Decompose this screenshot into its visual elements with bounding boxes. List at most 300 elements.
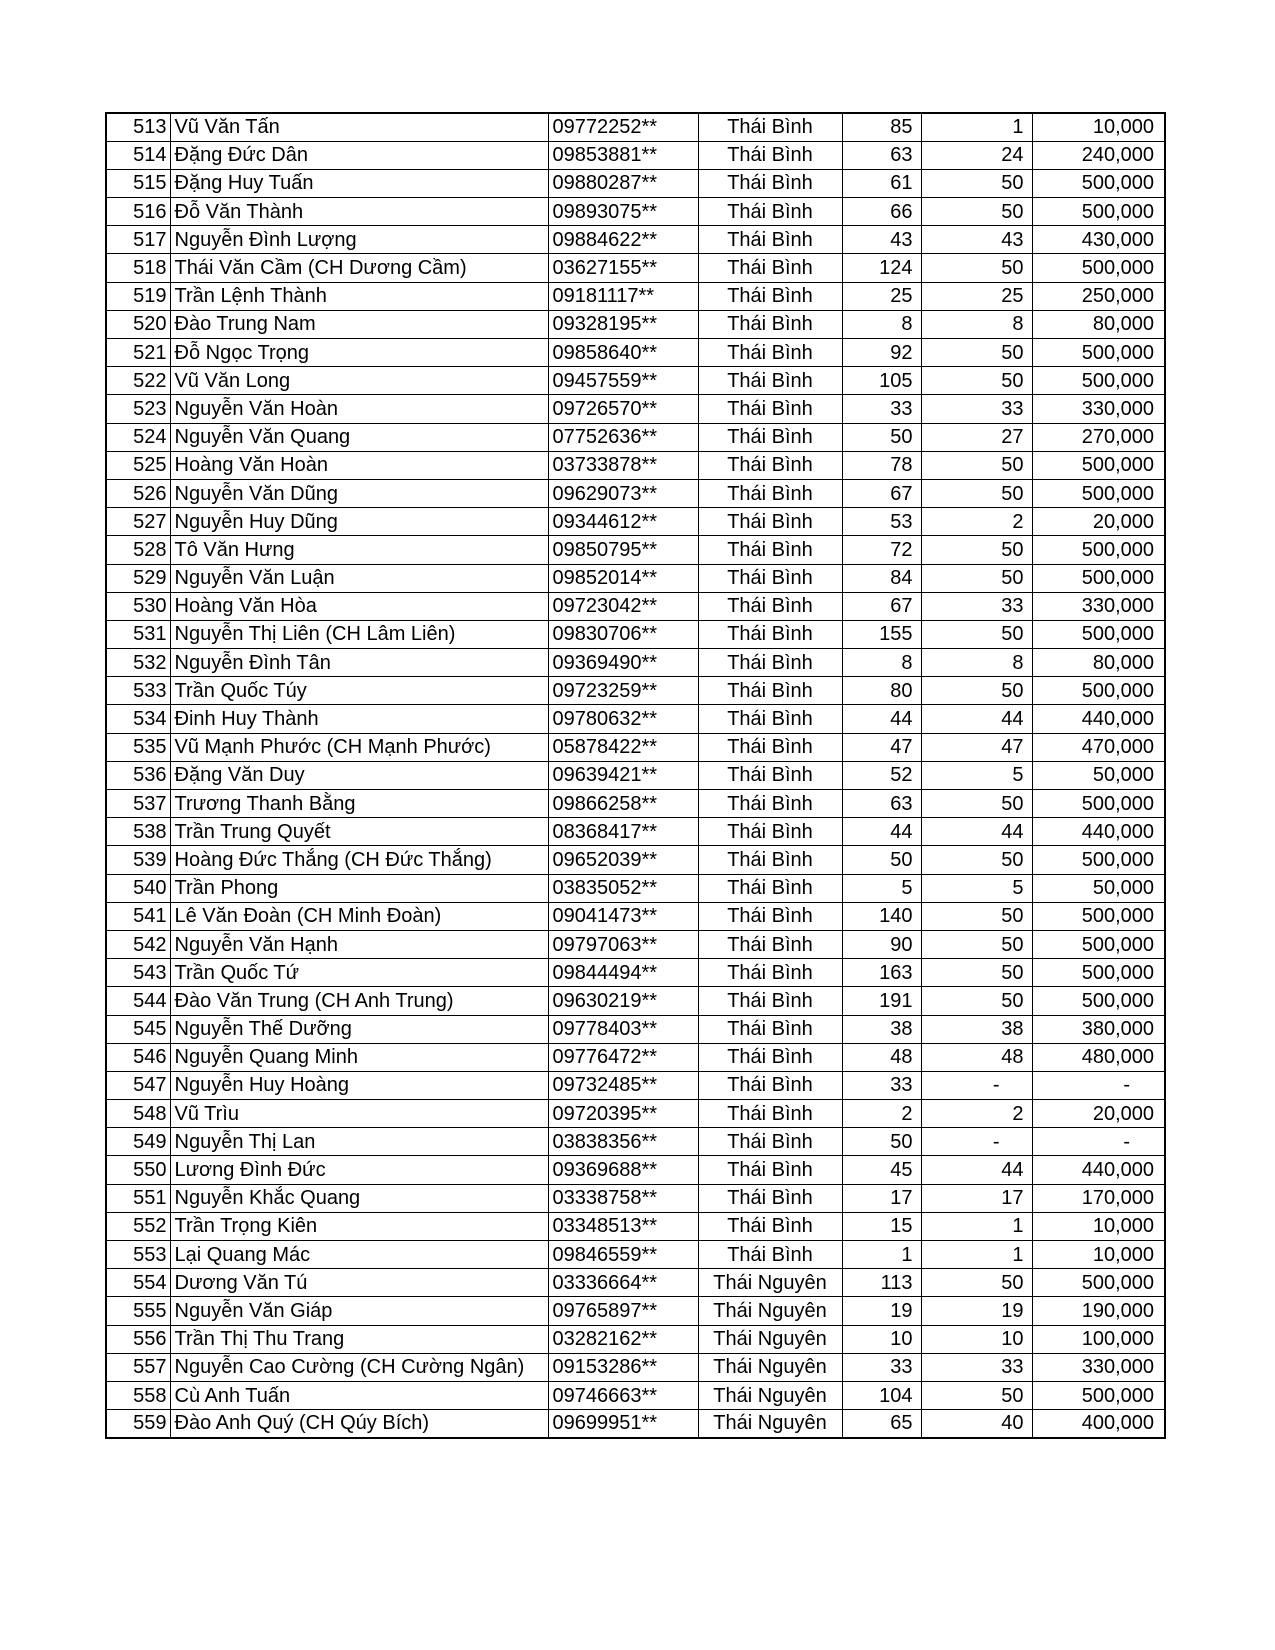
- table-row: [106, 677, 1165, 705]
- quantity-cell: 10: [842, 1325, 921, 1353]
- province-cell: Thái Bình: [698, 705, 842, 733]
- amount-cell: 500,000: [1032, 930, 1165, 958]
- awarded-quantity-cell: 50: [921, 564, 1032, 592]
- phone-number-cell: 09830706**: [548, 620, 698, 648]
- quantity-cell: 78: [842, 451, 921, 479]
- phone-number-cell: 09778403**: [548, 1015, 698, 1043]
- phone-number-cell: 07752636**: [548, 423, 698, 451]
- table-row: [106, 1071, 1165, 1099]
- awarded-quantity-cell: 2: [921, 508, 1032, 536]
- quantity-cell: 44: [842, 705, 921, 733]
- awarded-quantity-cell: 50: [921, 677, 1032, 705]
- phone-number-cell: 09344612**: [548, 508, 698, 536]
- table-row: [106, 1381, 1165, 1409]
- phone-number-cell: 09884622**: [548, 226, 698, 254]
- amount-cell: 20,000: [1032, 508, 1165, 536]
- customer-name-cell: Nguyễn Thị Liên (CH Lâm Liên): [170, 620, 548, 648]
- customer-name-cell: Lương Đình Đức: [170, 1156, 548, 1184]
- quantity-cell: 43: [842, 226, 921, 254]
- row-number-cell: 538: [106, 818, 170, 846]
- table-row: [106, 169, 1165, 197]
- amount-cell: 440,000: [1032, 705, 1165, 733]
- row-number-cell: 523: [106, 395, 170, 423]
- winners-table: [105, 112, 1166, 1439]
- quantity-cell: 113: [842, 1269, 921, 1297]
- amount-cell: 440,000: [1032, 1156, 1165, 1184]
- customer-name-cell: Hoàng Văn Hoàn: [170, 451, 548, 479]
- awarded-quantity-cell: 24: [921, 141, 1032, 169]
- customer-name-cell: Đỗ Văn Thành: [170, 198, 548, 226]
- row-number-cell: 517: [106, 226, 170, 254]
- row-number-cell: 552: [106, 1212, 170, 1240]
- table-row: [106, 959, 1165, 987]
- quantity-cell: 33: [842, 1353, 921, 1381]
- customer-name-cell: Nguyễn Văn Dũng: [170, 479, 548, 507]
- row-number-cell: 518: [106, 254, 170, 282]
- table-row: [106, 1353, 1165, 1381]
- phone-number-cell: 09765897**: [548, 1297, 698, 1325]
- phone-number-cell: 09726570**: [548, 395, 698, 423]
- amount-cell: 500,000: [1032, 987, 1165, 1015]
- awarded-quantity-cell: 50: [921, 1381, 1032, 1409]
- amount-cell: 500,000: [1032, 620, 1165, 648]
- customer-name-cell: Vũ Văn Long: [170, 367, 548, 395]
- phone-number-cell: 03838356**: [548, 1128, 698, 1156]
- customer-name-cell: Dương Văn Tú: [170, 1269, 548, 1297]
- quantity-cell: 5: [842, 874, 921, 902]
- awarded-quantity-cell: 50: [921, 536, 1032, 564]
- awarded-quantity-cell: 50: [921, 790, 1032, 818]
- province-cell: Thái Bình: [698, 874, 842, 902]
- row-number-cell: 522: [106, 367, 170, 395]
- row-number-cell: 555: [106, 1297, 170, 1325]
- province-cell: Thái Bình: [698, 1156, 842, 1184]
- row-number-cell: 519: [106, 282, 170, 310]
- row-number-cell: 535: [106, 733, 170, 761]
- amount-cell: 400,000: [1032, 1410, 1165, 1438]
- row-number-cell: 556: [106, 1325, 170, 1353]
- customer-name-cell: Nguyễn Văn Quang: [170, 423, 548, 451]
- awarded-quantity-cell: 33: [921, 592, 1032, 620]
- province-cell: Thái Bình: [698, 1241, 842, 1269]
- quantity-cell: 33: [842, 1071, 921, 1099]
- customer-name-cell: Nguyễn Văn Luận: [170, 564, 548, 592]
- awarded-quantity-cell: 8: [921, 649, 1032, 677]
- customer-name-cell: Nguyễn Thế Dưỡng: [170, 1015, 548, 1043]
- row-number-cell: 542: [106, 930, 170, 958]
- amount-cell: 500,000: [1032, 339, 1165, 367]
- amount-cell: 500,000: [1032, 1269, 1165, 1297]
- amount-cell: 470,000: [1032, 733, 1165, 761]
- customer-name-cell: Thái Văn Cầm (CH Dương Cầm): [170, 254, 548, 282]
- table-row: [106, 282, 1165, 310]
- awarded-quantity-cell: 43: [921, 226, 1032, 254]
- awarded-quantity-cell: 5: [921, 874, 1032, 902]
- awarded-quantity-cell: 8: [921, 310, 1032, 338]
- phone-number-cell: 03348513**: [548, 1212, 698, 1240]
- amount-cell: 500,000: [1032, 902, 1165, 930]
- awarded-quantity-cell: 33: [921, 1353, 1032, 1381]
- phone-number-cell: 09153286**: [548, 1353, 698, 1381]
- awarded-quantity-cell: 33: [921, 395, 1032, 423]
- customer-name-cell: Trần Quốc Tứ: [170, 959, 548, 987]
- phone-number-cell: 09630219**: [548, 987, 698, 1015]
- province-cell: Thái Bình: [698, 367, 842, 395]
- table-row: [106, 987, 1165, 1015]
- table-row: [106, 1043, 1165, 1071]
- awarded-quantity-cell: 40: [921, 1410, 1032, 1438]
- table-row: [106, 790, 1165, 818]
- quantity-cell: 85: [842, 113, 921, 141]
- quantity-cell: 67: [842, 479, 921, 507]
- table-row: [106, 620, 1165, 648]
- customer-name-cell: Nguyễn Thị Lan: [170, 1128, 548, 1156]
- quantity-cell: 44: [842, 818, 921, 846]
- awarded-quantity-cell: 50: [921, 902, 1032, 930]
- row-number-cell: 527: [106, 508, 170, 536]
- amount-cell: 330,000: [1032, 592, 1165, 620]
- customer-name-cell: Đặng Đức Dân: [170, 141, 548, 169]
- row-number-cell: 543: [106, 959, 170, 987]
- row-number-cell: 521: [106, 339, 170, 367]
- row-number-cell: 533: [106, 677, 170, 705]
- row-number-cell: 549: [106, 1128, 170, 1156]
- row-number-cell: 514: [106, 141, 170, 169]
- row-number-cell: 537: [106, 790, 170, 818]
- table-row: [106, 254, 1165, 282]
- phone-number-cell: 03733878**: [548, 451, 698, 479]
- amount-cell: 20,000: [1032, 1100, 1165, 1128]
- amount-cell: 500,000: [1032, 254, 1165, 282]
- quantity-cell: 1: [842, 1241, 921, 1269]
- quantity-cell: 17: [842, 1184, 921, 1212]
- phone-number-cell: 03338758**: [548, 1184, 698, 1212]
- province-cell: Thái Bình: [698, 620, 842, 648]
- amount-cell: 500,000: [1032, 198, 1165, 226]
- table-row: [106, 930, 1165, 958]
- table-row: [106, 733, 1165, 761]
- awarded-quantity-cell: 44: [921, 705, 1032, 733]
- province-cell: Thái Bình: [698, 169, 842, 197]
- customer-name-cell: Trần Trọng Kiên: [170, 1212, 548, 1240]
- phone-number-cell: 09181117**: [548, 282, 698, 310]
- phone-number-cell: 09699951**: [548, 1410, 698, 1438]
- customer-name-cell: Nguyễn Huy Dũng: [170, 508, 548, 536]
- amount-cell: 330,000: [1032, 395, 1165, 423]
- quantity-cell: 124: [842, 254, 921, 282]
- table-row: [106, 1128, 1165, 1156]
- province-cell: Thái Bình: [698, 479, 842, 507]
- customer-name-cell: Lại Quang Mác: [170, 1241, 548, 1269]
- table-row: [106, 198, 1165, 226]
- phone-number-cell: 09846559**: [548, 1241, 698, 1269]
- phone-number-cell: 09041473**: [548, 902, 698, 930]
- awarded-quantity-cell: 50: [921, 169, 1032, 197]
- row-number-cell: 526: [106, 479, 170, 507]
- row-number-cell: 515: [106, 169, 170, 197]
- amount-cell: 190,000: [1032, 1297, 1165, 1325]
- awarded-quantity-cell: 5: [921, 761, 1032, 789]
- province-cell: Thái Bình: [698, 1100, 842, 1128]
- quantity-cell: 92: [842, 339, 921, 367]
- phone-number-cell: 09746663**: [548, 1381, 698, 1409]
- row-number-cell: 540: [106, 874, 170, 902]
- awarded-quantity-cell: 50: [921, 198, 1032, 226]
- awarded-quantity-cell: 50: [921, 451, 1032, 479]
- customer-name-cell: Nguyễn Quang Minh: [170, 1043, 548, 1071]
- province-cell: Thái Bình: [698, 959, 842, 987]
- awarded-quantity-cell: -: [921, 1128, 1032, 1156]
- table-row: [106, 1184, 1165, 1212]
- province-cell: Thái Nguyên: [698, 1381, 842, 1409]
- customer-name-cell: Nguyễn Văn Giáp: [170, 1297, 548, 1325]
- awarded-quantity-cell: 50: [921, 479, 1032, 507]
- awarded-quantity-cell: 50: [921, 620, 1032, 648]
- table-row: [106, 1241, 1165, 1269]
- phone-number-cell: 03282162**: [548, 1325, 698, 1353]
- province-cell: Thái Bình: [698, 451, 842, 479]
- awarded-quantity-cell: 50: [921, 254, 1032, 282]
- phone-number-cell: 09866258**: [548, 790, 698, 818]
- table-row: [106, 536, 1165, 564]
- quantity-cell: 65: [842, 1410, 921, 1438]
- table-row: [106, 226, 1165, 254]
- quantity-cell: 84: [842, 564, 921, 592]
- province-cell: Thái Bình: [698, 649, 842, 677]
- row-number-cell: 516: [106, 198, 170, 226]
- customer-name-cell: Nguyễn Văn Hoàn: [170, 395, 548, 423]
- phone-number-cell: 09328195**: [548, 310, 698, 338]
- province-cell: Thái Bình: [698, 113, 842, 141]
- row-number-cell: 554: [106, 1269, 170, 1297]
- table-row: [106, 846, 1165, 874]
- awarded-quantity-cell: 27: [921, 423, 1032, 451]
- amount-cell: 50,000: [1032, 761, 1165, 789]
- row-number-cell: 553: [106, 1241, 170, 1269]
- phone-number-cell: 05878422**: [548, 733, 698, 761]
- amount-cell: 500,000: [1032, 959, 1165, 987]
- row-number-cell: 545: [106, 1015, 170, 1043]
- amount-cell: 500,000: [1032, 677, 1165, 705]
- quantity-cell: 63: [842, 141, 921, 169]
- phone-number-cell: 09850795**: [548, 536, 698, 564]
- row-number-cell: 559: [106, 1410, 170, 1438]
- phone-number-cell: 09369688**: [548, 1156, 698, 1184]
- phone-number-cell: 09369490**: [548, 649, 698, 677]
- customer-name-cell: Nguyễn Đình Tân: [170, 649, 548, 677]
- awarded-quantity-cell: 50: [921, 846, 1032, 874]
- customer-name-cell: Hoàng Văn Hòa: [170, 592, 548, 620]
- awarded-quantity-cell: 1: [921, 1212, 1032, 1240]
- amount-cell: 480,000: [1032, 1043, 1165, 1071]
- awarded-quantity-cell: 25: [921, 282, 1032, 310]
- quantity-cell: 67: [842, 592, 921, 620]
- customer-name-cell: Nguyễn Đình Lượng: [170, 226, 548, 254]
- quantity-cell: 105: [842, 367, 921, 395]
- table-row: [106, 564, 1165, 592]
- province-cell: Thái Bình: [698, 254, 842, 282]
- awarded-quantity-cell: -: [921, 1071, 1032, 1099]
- amount-cell: 500,000: [1032, 479, 1165, 507]
- row-number-cell: 557: [106, 1353, 170, 1381]
- quantity-cell: 140: [842, 902, 921, 930]
- table-row: [106, 761, 1165, 789]
- customer-name-cell: Đỗ Ngọc Trọng: [170, 339, 548, 367]
- awarded-quantity-cell: 10: [921, 1325, 1032, 1353]
- quantity-cell: 25: [842, 282, 921, 310]
- row-number-cell: 550: [106, 1156, 170, 1184]
- province-cell: Thái Bình: [698, 226, 842, 254]
- table-row: [106, 479, 1165, 507]
- phone-number-cell: 09652039**: [548, 846, 698, 874]
- phone-number-cell: 08368417**: [548, 818, 698, 846]
- phone-number-cell: 09780632**: [548, 705, 698, 733]
- awarded-quantity-cell: 50: [921, 959, 1032, 987]
- quantity-cell: 45: [842, 1156, 921, 1184]
- amount-cell: 500,000: [1032, 169, 1165, 197]
- row-number-cell: 547: [106, 1071, 170, 1099]
- amount-cell: 380,000: [1032, 1015, 1165, 1043]
- quantity-cell: 72: [842, 536, 921, 564]
- quantity-cell: 50: [842, 1128, 921, 1156]
- province-cell: Thái Bình: [698, 733, 842, 761]
- province-cell: Thái Bình: [698, 508, 842, 536]
- amount-cell: 10,000: [1032, 1241, 1165, 1269]
- phone-number-cell: 09858640**: [548, 339, 698, 367]
- phone-number-cell: 09457559**: [548, 367, 698, 395]
- customer-name-cell: Cù Anh Tuấn: [170, 1381, 548, 1409]
- phone-number-cell: 09629073**: [548, 479, 698, 507]
- customer-name-cell: Đặng Văn Duy: [170, 761, 548, 789]
- customer-name-cell: Vũ Trìu: [170, 1100, 548, 1128]
- province-cell: Thái Bình: [698, 339, 842, 367]
- amount-cell: 10,000: [1032, 1212, 1165, 1240]
- province-cell: Thái Bình: [698, 423, 842, 451]
- phone-number-cell: 09772252**: [548, 113, 698, 141]
- row-number-cell: 551: [106, 1184, 170, 1212]
- amount-cell: 80,000: [1032, 649, 1165, 677]
- table-row: [106, 508, 1165, 536]
- phone-number-cell: 09776472**: [548, 1043, 698, 1071]
- province-cell: Thái Bình: [698, 198, 842, 226]
- customer-name-cell: Nguyễn Văn Hạnh: [170, 930, 548, 958]
- customer-name-cell: Vũ Mạnh Phước (CH Mạnh Phước): [170, 733, 548, 761]
- amount-cell: 430,000: [1032, 226, 1165, 254]
- amount-cell: 500,000: [1032, 1381, 1165, 1409]
- customer-name-cell: Hoàng Đức Thắng (CH Đức Thắng): [170, 846, 548, 874]
- awarded-quantity-cell: 44: [921, 818, 1032, 846]
- quantity-cell: 53: [842, 508, 921, 536]
- quantity-cell: 47: [842, 733, 921, 761]
- province-cell: Thái Nguyên: [698, 1269, 842, 1297]
- phone-number-cell: 09639421**: [548, 761, 698, 789]
- customer-name-cell: Trần Trung Quyết: [170, 818, 548, 846]
- awarded-quantity-cell: 50: [921, 339, 1032, 367]
- province-cell: Thái Bình: [698, 987, 842, 1015]
- awarded-quantity-cell: 48: [921, 1043, 1032, 1071]
- row-number-cell: 544: [106, 987, 170, 1015]
- province-cell: Thái Bình: [698, 592, 842, 620]
- awarded-quantity-cell: 47: [921, 733, 1032, 761]
- quantity-cell: 155: [842, 620, 921, 648]
- row-number-cell: 524: [106, 423, 170, 451]
- phone-number-cell: 09880287**: [548, 169, 698, 197]
- awarded-quantity-cell: 2: [921, 1100, 1032, 1128]
- row-number-cell: 536: [106, 761, 170, 789]
- awarded-quantity-cell: 50: [921, 987, 1032, 1015]
- amount-cell: 500,000: [1032, 846, 1165, 874]
- customer-name-cell: Nguyễn Khắc Quang: [170, 1184, 548, 1212]
- quantity-cell: 50: [842, 423, 921, 451]
- amount-cell: 500,000: [1032, 536, 1165, 564]
- province-cell: Thái Nguyên: [698, 1325, 842, 1353]
- quantity-cell: 61: [842, 169, 921, 197]
- quantity-cell: 80: [842, 677, 921, 705]
- customer-name-cell: Đào Văn Trung (CH Anh Trung): [170, 987, 548, 1015]
- phone-number-cell: 09720395**: [548, 1100, 698, 1128]
- quantity-cell: 48: [842, 1043, 921, 1071]
- quantity-cell: 63: [842, 790, 921, 818]
- quantity-cell: 66: [842, 198, 921, 226]
- amount-cell: 500,000: [1032, 367, 1165, 395]
- province-cell: Thái Bình: [698, 1184, 842, 1212]
- row-number-cell: 525: [106, 451, 170, 479]
- customer-name-cell: Trần Phong: [170, 874, 548, 902]
- province-cell: Thái Bình: [698, 1043, 842, 1071]
- quantity-cell: 50: [842, 846, 921, 874]
- phone-number-cell: 03835052**: [548, 874, 698, 902]
- table-row: [106, 1100, 1165, 1128]
- table-row: [106, 1297, 1165, 1325]
- amount-cell: -: [1032, 1071, 1165, 1099]
- phone-number-cell: 03627155**: [548, 254, 698, 282]
- phone-number-cell: 09723259**: [548, 677, 698, 705]
- quantity-cell: 2: [842, 1100, 921, 1128]
- customer-name-cell: Nguyễn Huy Hoàng: [170, 1071, 548, 1099]
- quantity-cell: 19: [842, 1297, 921, 1325]
- phone-number-cell: 09852014**: [548, 564, 698, 592]
- table-row: [106, 1410, 1165, 1438]
- province-cell: Thái Bình: [698, 1128, 842, 1156]
- quantity-cell: 38: [842, 1015, 921, 1043]
- amount-cell: 240,000: [1032, 141, 1165, 169]
- customer-name-cell: Đào Anh Quý (CH Qúy Bích): [170, 1410, 548, 1438]
- customer-name-cell: Tô Văn Hưng: [170, 536, 548, 564]
- province-cell: Thái Bình: [698, 1212, 842, 1240]
- awarded-quantity-cell: 50: [921, 930, 1032, 958]
- table-row: [106, 1269, 1165, 1297]
- table-row: [106, 339, 1165, 367]
- quantity-cell: 52: [842, 761, 921, 789]
- table-row: [106, 1015, 1165, 1043]
- quantity-cell: 8: [842, 649, 921, 677]
- row-number-cell: 558: [106, 1381, 170, 1409]
- table-body: [106, 113, 1165, 1438]
- table-row: [106, 141, 1165, 169]
- amount-cell: 170,000: [1032, 1184, 1165, 1212]
- province-cell: Thái Bình: [698, 790, 842, 818]
- customer-name-cell: Lê Văn Đoàn (CH Minh Đoàn): [170, 902, 548, 930]
- amount-cell: 100,000: [1032, 1325, 1165, 1353]
- phone-number-cell: 09732485**: [548, 1071, 698, 1099]
- province-cell: Thái Nguyên: [698, 1353, 842, 1381]
- table-row: [106, 705, 1165, 733]
- phone-number-cell: 09797063**: [548, 930, 698, 958]
- row-number-cell: 531: [106, 620, 170, 648]
- amount-cell: -: [1032, 1128, 1165, 1156]
- customer-name-cell: Đặng Huy Tuấn: [170, 169, 548, 197]
- awarded-quantity-cell: 38: [921, 1015, 1032, 1043]
